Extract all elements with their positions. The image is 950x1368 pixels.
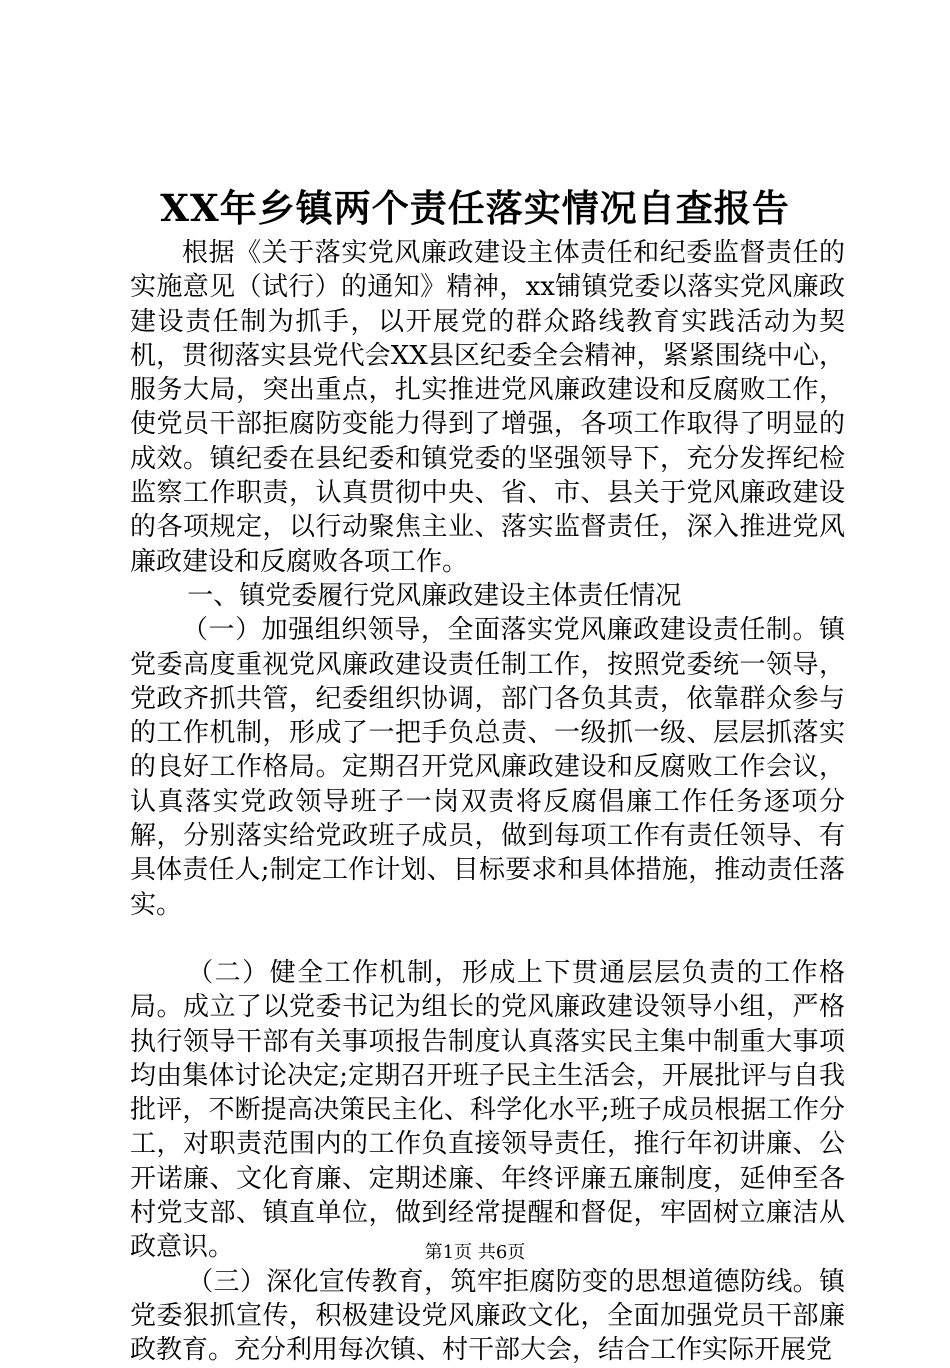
document-body (130, 236, 845, 1368)
paragraph-item-2: （二）健全工作机制，形成上下贯通层层负责的工作格局。成立了以党委书记为组长的党风廉政建设领导小组，严格执行领导干部有关事项报告制度认真落实民主集中制重大事项均由集体讨论决定;定期召开班子民主生活会，开展批评与自我批评，不断提高决策民主化、科学化水平;班子成员根据工作分工，对职责范围内的工作负直接领导责任，推行年初讲廉、公开诺廉、文化育廉、定期述廉、年终评廉五廉制度，延伸至各村党支部、镇直单位，做到经常提醒和督促，牢固树立廉洁从政意识。 (130, 957, 845, 1263)
paragraph-intro: 根据《关于落实党风廉政建设主体责任和纪委监督责任的实施意见（试行）的通知》精神，xx铺镇党委以落实党风廉政建设责任制为抓手，以开展党的群众路线教育实践活动为契机，贯彻落实县党代会XX县区纪委全会精神，紧紧围绕中心，服务大局，突出重点，扎实推进党风廉政建设和反腐败工作，使党员干部拒腐防变能力得到了增强，各项工作取得了明显的成效。镇纪委在县纪委和镇党委的坚强领导下，充分发挥纪检监察工作职责，认真贯彻中央、省、市、县关于党风廉政建设的各项规定，以行动聚焦主业、落实监督责任，深入推进党风廉政建设和反腐败各项工作。 (130, 238, 845, 577)
paragraph-item-1: （一）加强组织领导，全面落实党风廉政建设责任制。镇党委高度重视党风廉政建设责任制工作，按照党委统一领导，党政齐抓共管，纪委组织协调，部门各负其责，依靠群众参与的工作机制，形成了一把手负总责、一级抓一级、层层抓落实的良好工作格局。定期召开党风廉政建设和反腐败工作会议，认真落实党政领导班子一岗双责将反腐倡廉工作任务逐项分解，分别落实给党政班子成员，做到每项工作有责任领导、有具体责任人;制定工作计划、目标要求和具体措施，推动责任落实。 (130, 615, 845, 920)
page-footer: 第1页 共6页 (424, 1242, 526, 1263)
paragraph-item-3: （三）深化宣传教育，筑牢拒腐防变的思想道德防线。镇党委狠抓宣传，积极建设党风廉政文化，全面加强党员干部廉政教育。充分利用每次镇、村干部大会，结合工作实际开展党 (130, 1266, 845, 1366)
section-heading-1: 一、镇党委履行党风廉政建设主体责任情况 (187, 580, 682, 611)
paragraph-gap (130, 922, 845, 956)
document-title: XX年乡镇两个责任落实情况自查报告 (160, 186, 790, 230)
